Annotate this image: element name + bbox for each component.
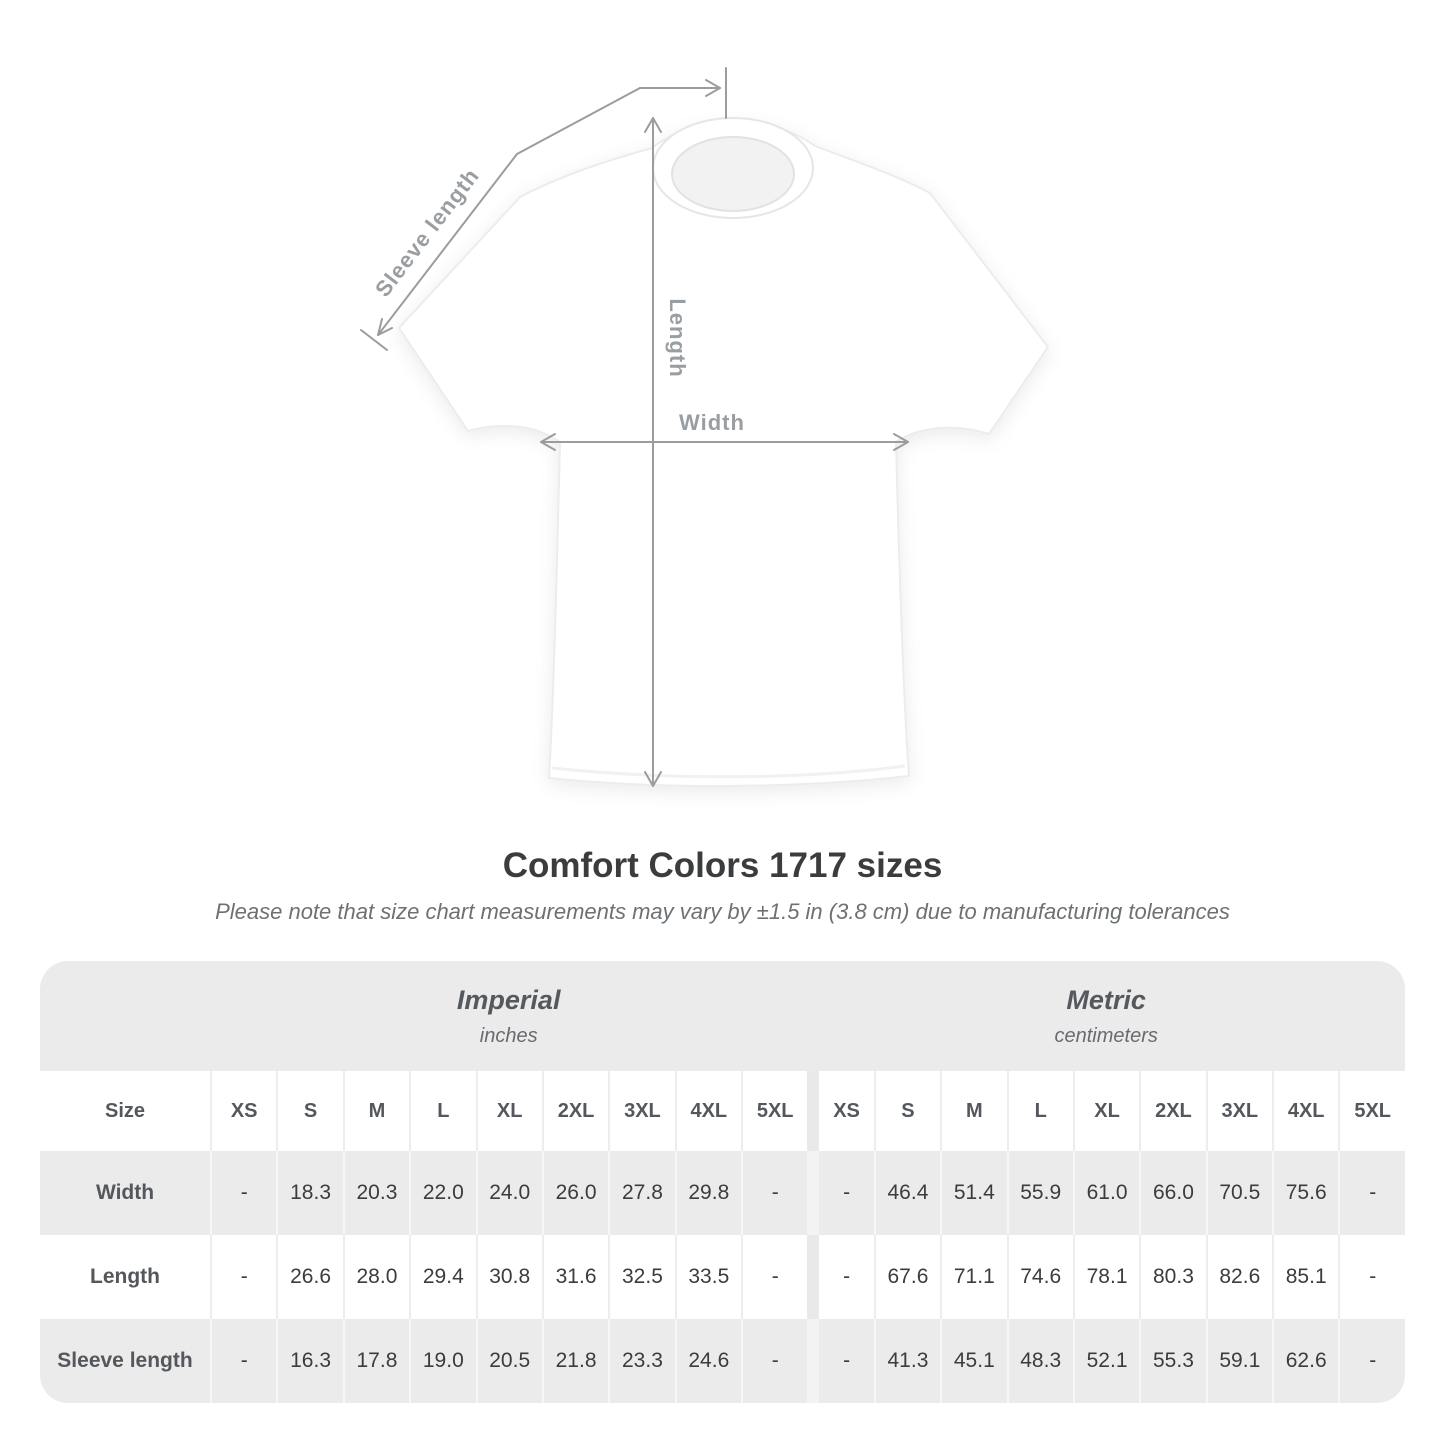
- value-cell: 85.1: [1272, 1235, 1338, 1319]
- value-cell: 46.4: [874, 1151, 940, 1235]
- size-table-grid: [40, 961, 1405, 1403]
- value-cell: -: [1338, 1319, 1405, 1403]
- value-cell: 23.3: [608, 1319, 674, 1403]
- size-header-cell: 4XL: [1272, 1071, 1338, 1151]
- size-header-cell: XS: [807, 1071, 873, 1151]
- value-cell: 78.1: [1073, 1235, 1139, 1319]
- value-cell: 71.1: [940, 1235, 1006, 1319]
- size-header-row: [40, 1071, 1405, 1151]
- size-header-cell: S: [874, 1071, 940, 1151]
- size-header-cell: 2XL: [542, 1071, 608, 1151]
- measurement-row: [40, 1319, 1405, 1403]
- value-cell: -: [741, 1151, 807, 1235]
- value-cell: 28.0: [343, 1235, 409, 1319]
- sleeve-length-label: Sleeve length: [370, 163, 485, 302]
- value-cell: 51.4: [940, 1151, 1006, 1235]
- group-name: Imperial: [456, 984, 561, 1015]
- size-header-cell: L: [1007, 1071, 1073, 1151]
- size-table: [40, 961, 1405, 1403]
- value-cell: 20.3: [343, 1151, 409, 1235]
- value-cell: 55.9: [1007, 1151, 1073, 1235]
- size-header-cell: M: [343, 1071, 409, 1151]
- value-cell: 75.6: [1272, 1151, 1338, 1235]
- value-cell: -: [1338, 1151, 1405, 1235]
- value-cell: -: [741, 1319, 807, 1403]
- value-cell: 32.5: [608, 1235, 674, 1319]
- value-cell: 29.4: [409, 1235, 475, 1319]
- value-cell: -: [807, 1151, 873, 1235]
- unit-group: [210, 961, 807, 1071]
- unit-group: [807, 961, 1405, 1071]
- value-cell: 16.3: [276, 1319, 342, 1403]
- size-header-cell: 2XL: [1139, 1071, 1205, 1151]
- value-cell: 80.3: [1139, 1235, 1205, 1319]
- value-cell: 62.6: [1272, 1319, 1338, 1403]
- value-cell: 17.8: [343, 1319, 409, 1403]
- value-cell: -: [210, 1151, 276, 1235]
- value-cell: 18.3: [276, 1151, 342, 1235]
- collar-opening: [672, 137, 794, 211]
- band-corner: [40, 961, 210, 1071]
- group-name: Metric: [1066, 984, 1146, 1015]
- value-cell: 45.1: [940, 1319, 1006, 1403]
- size-header-cell: 5XL: [1338, 1071, 1405, 1151]
- page-subtitle: Please note that size chart measurements may vary by ±1.5 in (3.8 cm) due to manufacturing tolerances: [215, 899, 1230, 924]
- value-cell: -: [1338, 1235, 1405, 1319]
- size-header-cell: XL: [476, 1071, 542, 1151]
- row-label: Length: [40, 1235, 210, 1319]
- size-header-cell: XL: [1073, 1071, 1139, 1151]
- size-header-cell: S: [276, 1071, 342, 1151]
- value-cell: -: [210, 1319, 276, 1403]
- size-header-cell: L: [409, 1071, 475, 1151]
- value-cell: 55.3: [1139, 1319, 1205, 1403]
- size-header-cell: 3XL: [1206, 1071, 1272, 1151]
- value-cell: 74.6: [1007, 1235, 1073, 1319]
- value-cell: 29.8: [675, 1151, 741, 1235]
- measurement-row: [40, 1151, 1405, 1235]
- value-cell: 82.6: [1206, 1235, 1272, 1319]
- size-header-cell: M: [940, 1071, 1006, 1151]
- value-cell: 33.5: [675, 1235, 741, 1319]
- value-cell: 30.8: [476, 1235, 542, 1319]
- value-cell: 59.1: [1206, 1319, 1272, 1403]
- size-corner-label: Size: [40, 1071, 210, 1151]
- page-title: Comfort Colors 1717 sizes: [502, 846, 943, 885]
- value-cell: 70.5: [1206, 1151, 1272, 1235]
- group-unit: centimeters: [1054, 1024, 1158, 1047]
- width-label: Width: [679, 410, 745, 435]
- sleeve-shoulder-line: [517, 88, 640, 154]
- size-header-cell: 3XL: [608, 1071, 674, 1151]
- length-label: Length: [665, 298, 690, 378]
- value-cell: -: [210, 1235, 276, 1319]
- tshirt-body: [399, 122, 1048, 786]
- value-cell: -: [807, 1235, 873, 1319]
- tshirt-graphic: [399, 118, 1048, 786]
- value-cell: 41.3: [874, 1319, 940, 1403]
- row-label: Width: [40, 1151, 210, 1235]
- value-cell: 26.6: [276, 1235, 342, 1319]
- value-cell: 66.0: [1139, 1151, 1205, 1235]
- value-cell: 19.0: [409, 1319, 475, 1403]
- value-cell: 31.6: [542, 1235, 608, 1319]
- row-label: Sleeve length: [40, 1319, 210, 1403]
- value-cell: 27.8: [608, 1151, 674, 1235]
- group-unit: inches: [479, 1024, 538, 1047]
- value-cell: 61.0: [1073, 1151, 1139, 1235]
- value-cell: 24.0: [476, 1151, 542, 1235]
- value-cell: 48.3: [1007, 1319, 1073, 1403]
- size-header-cell: 5XL: [741, 1071, 807, 1151]
- value-cell: 52.1: [1073, 1319, 1139, 1403]
- heading-block: [0, 846, 1445, 925]
- value-cell: -: [807, 1319, 873, 1403]
- value-cell: 24.6: [675, 1319, 741, 1403]
- value-cell: 21.8: [542, 1319, 608, 1403]
- value-cell: -: [741, 1235, 807, 1319]
- value-cell: 26.0: [542, 1151, 608, 1235]
- value-cell: 22.0: [409, 1151, 475, 1235]
- unit-band-row: [40, 961, 1405, 1071]
- size-header-cell: 4XL: [675, 1071, 741, 1151]
- size-header-cell: XS: [210, 1071, 276, 1151]
- value-cell: 20.5: [476, 1319, 542, 1403]
- measurement-row: [40, 1235, 1405, 1319]
- value-cell: 67.6: [874, 1235, 940, 1319]
